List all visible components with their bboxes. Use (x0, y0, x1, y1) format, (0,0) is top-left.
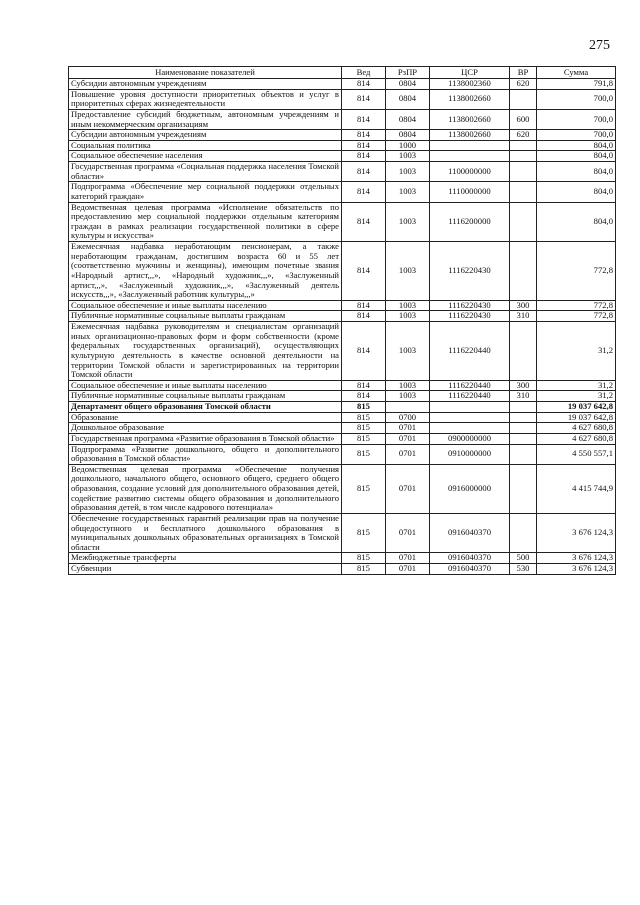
header-name: Наименование показателей (69, 67, 342, 79)
row-vr-cell (510, 140, 537, 151)
row-vr-cell: 300 (510, 380, 537, 391)
table-row (69, 412, 616, 423)
row-ved-cell: 814 (342, 89, 386, 109)
row-csr-cell (430, 412, 510, 423)
table-row (69, 444, 616, 464)
table-row (69, 89, 616, 109)
row-rzpr-cell: 1003 (386, 202, 430, 242)
row-rzpr-cell: 1003 (386, 311, 430, 322)
row-csr-cell: 0916000000 (430, 464, 510, 513)
table-row (69, 391, 616, 402)
row-csr-cell: 1138002660 (430, 89, 510, 109)
row-vr-cell: 600 (510, 109, 537, 129)
row-csr-cell: 1100000000 (430, 162, 510, 182)
row-csr-cell: 1110000000 (430, 182, 510, 202)
row-name-cell: Образование (69, 412, 342, 423)
table-header-row (69, 67, 616, 79)
row-sum-cell: 804,0 (537, 140, 616, 151)
row-ved-cell: 815 (342, 464, 386, 513)
row-sum-cell: 772,8 (537, 311, 616, 322)
table-row (69, 300, 616, 311)
row-ved-cell: 814 (342, 109, 386, 129)
row-csr-cell: 1116220440 (430, 380, 510, 391)
table-row (69, 464, 616, 513)
page-number: 275 (589, 38, 610, 53)
row-vr-cell (510, 423, 537, 434)
table-row (69, 433, 616, 444)
row-rzpr-cell: 0804 (386, 79, 430, 90)
table-row (69, 513, 616, 553)
row-vr-cell (510, 242, 537, 301)
header-vr: ВР (510, 67, 537, 79)
row-csr-cell: 1116220430 (430, 311, 510, 322)
row-csr-cell: 1116220430 (430, 300, 510, 311)
row-ved-cell: 814 (342, 79, 386, 90)
row-ved-cell: 814 (342, 391, 386, 402)
row-csr-cell: 0916040370 (430, 564, 510, 575)
row-name-cell: Межбюджетные трансферты (69, 553, 342, 564)
row-vr-cell: 620 (510, 130, 537, 141)
row-rzpr-cell: 0701 (386, 433, 430, 444)
row-rzpr-cell: 0804 (386, 89, 430, 109)
row-rzpr-cell: 1003 (386, 242, 430, 301)
row-vr-cell (510, 412, 537, 423)
row-csr-cell (430, 423, 510, 434)
row-rzpr-cell: 0701 (386, 564, 430, 575)
row-ved-cell: 815 (342, 402, 386, 413)
row-sum-cell: 4 627 680,8 (537, 433, 616, 444)
row-sum-cell: 700,0 (537, 109, 616, 129)
row-csr-cell (430, 151, 510, 162)
row-name-cell: Публичные нормативные социальные выплаты гражданам (69, 391, 342, 402)
row-name-cell: Департамент общего образования Томской области (69, 402, 342, 413)
row-csr-cell: 1116220440 (430, 391, 510, 402)
row-ved-cell: 815 (342, 553, 386, 564)
row-vr-cell (510, 162, 537, 182)
row-rzpr-cell: 1003 (386, 162, 430, 182)
table-row (69, 242, 616, 301)
row-name-cell: Социальное обеспечение населения (69, 151, 342, 162)
row-name-cell: Публичные нормативные социальные выплаты гражданам (69, 311, 342, 322)
row-rzpr-cell: 0701 (386, 444, 430, 464)
row-vr-cell: 500 (510, 553, 537, 564)
table-row (69, 79, 616, 90)
row-name-cell: Подпрограмма «Развитие дошкольного, общего и дополнительного образования в Томской области» (69, 444, 342, 464)
row-csr-cell: 0916040370 (430, 553, 510, 564)
row-name-cell: Ведомственная целевая программа «Исполнение обязательств по предоставлению мер социальной поддержки отдельным категориям граждан в рамках реализации государственной политики в сфере культуры и искусства» (69, 202, 342, 242)
row-name-cell: Субвенции (69, 564, 342, 575)
row-csr-cell (430, 402, 510, 413)
row-name-cell: Государственная программа «Социальная поддержка населения Томской области» (69, 162, 342, 182)
table-row (69, 162, 616, 182)
row-ved-cell: 815 (342, 513, 386, 553)
row-name-cell: Предоставление субсидий бюджетным, автономным учреждениям и иным некоммерческим организациям (69, 109, 342, 129)
row-csr-cell: 0916040370 (430, 513, 510, 553)
row-sum-cell: 804,0 (537, 162, 616, 182)
row-rzpr-cell: 1003 (386, 182, 430, 202)
row-csr-cell (430, 140, 510, 151)
row-csr-cell: 1138002660 (430, 109, 510, 129)
row-sum-cell: 700,0 (537, 89, 616, 109)
row-rzpr-cell: 0701 (386, 513, 430, 553)
row-ved-cell: 815 (342, 564, 386, 575)
row-ved-cell: 814 (342, 380, 386, 391)
row-rzpr-cell: 1003 (386, 322, 430, 381)
row-rzpr-cell: 1003 (386, 151, 430, 162)
row-ved-cell: 814 (342, 322, 386, 381)
row-ved-cell: 814 (342, 202, 386, 242)
table-row (69, 380, 616, 391)
row-vr-cell: 530 (510, 564, 537, 575)
row-sum-cell: 700,0 (537, 130, 616, 141)
row-csr-cell: 1116200000 (430, 202, 510, 242)
row-vr-cell (510, 402, 537, 413)
row-rzpr-cell: 1003 (386, 391, 430, 402)
table-row (69, 151, 616, 162)
row-sum-cell: 31,2 (537, 380, 616, 391)
row-ved-cell: 814 (342, 130, 386, 141)
table-row (69, 130, 616, 141)
row-sum-cell: 791,8 (537, 79, 616, 90)
header-sum: Сумма (537, 67, 616, 79)
table-row (69, 564, 616, 575)
row-rzpr-cell: 0701 (386, 423, 430, 434)
row-name-cell: Государственная программа «Развитие образования в Томской области» (69, 433, 342, 444)
row-rzpr-cell: 1003 (386, 300, 430, 311)
row-ved-cell: 814 (342, 162, 386, 182)
row-sum-cell: 31,2 (537, 322, 616, 381)
row-sum-cell: 4 415 744,9 (537, 464, 616, 513)
row-name-cell: Субсидии автономным учреждениям (69, 130, 342, 141)
table-row (69, 322, 616, 381)
row-vr-cell (510, 202, 537, 242)
row-sum-cell: 31,2 (537, 391, 616, 402)
row-csr-cell: 1138002660 (430, 130, 510, 141)
row-ved-cell: 814 (342, 140, 386, 151)
row-name-cell: Ежемесячная надбавка неработающим пенсионерам, а также неработающим гражданам, достигшим возраста 60 и 55 лет (соответственно мужчины и женщины), имеющим почетные звания «Народный артист,,,», «Народный художник,,,», «Заслуженный артист,,,», «Заслуженный художник,,,», «Заслуженный деятель искусств,,,», «Заслуженный работник культуры,,,» (69, 242, 342, 301)
row-vr-cell: 620 (510, 79, 537, 90)
row-name-cell: Повышение уровня доступности приоритетных объектов и услуг в приоритетных сферах жизнедеятельности (69, 89, 342, 109)
row-csr-cell: 0910000000 (430, 444, 510, 464)
row-sum-cell: 3 676 124,3 (537, 553, 616, 564)
row-vr-cell (510, 182, 537, 202)
row-rzpr-cell: 1003 (386, 380, 430, 391)
row-rzpr-cell: 0804 (386, 109, 430, 129)
row-name-cell: Дошкольное образование (69, 423, 342, 434)
row-ved-cell: 814 (342, 151, 386, 162)
row-ved-cell: 814 (342, 311, 386, 322)
row-rzpr-cell: 0700 (386, 412, 430, 423)
row-name-cell: Ведомственная целевая программа «Обеспечение получения дошкольного, начального общего, основного общего, среднего общего образования, создание условий для дополнительного образования детей, содействие развитию системы общего образования и дополнительного образования детей, в том числе кадрового потенциала» (69, 464, 342, 513)
row-sum-cell: 804,0 (537, 202, 616, 242)
row-sum-cell: 3 676 124,3 (537, 564, 616, 575)
row-sum-cell: 804,0 (537, 151, 616, 162)
row-csr-cell: 1116220430 (430, 242, 510, 301)
row-rzpr-cell: 0701 (386, 553, 430, 564)
row-vr-cell (510, 322, 537, 381)
table-row (69, 140, 616, 151)
table-row (69, 311, 616, 322)
row-vr-cell (510, 444, 537, 464)
row-vr-cell (510, 433, 537, 444)
table-row (69, 202, 616, 242)
row-name-cell: Социальная политика (69, 140, 342, 151)
row-sum-cell: 19 037 642,8 (537, 402, 616, 413)
row-vr-cell (510, 513, 537, 553)
row-rzpr-cell: 0701 (386, 464, 430, 513)
row-sum-cell: 19 037 642,8 (537, 412, 616, 423)
row-ved-cell: 815 (342, 433, 386, 444)
row-sum-cell: 4 627 680,8 (537, 423, 616, 434)
header-rzpr: РзПР (386, 67, 430, 79)
table-row (69, 423, 616, 434)
row-sum-cell: 772,8 (537, 242, 616, 301)
row-csr-cell: 1138002360 (430, 79, 510, 90)
row-vr-cell: 310 (510, 311, 537, 322)
row-sum-cell: 4 550 557,1 (537, 444, 616, 464)
row-name-cell: Ежемесячная надбавка руководителям и специалистам организаций иных организационно-правовых форм и форм собственности (кроме федеральных государственных организаций), осуществляющих культурную деятельность в качестве основной деятельности на территории Томской области и зарегистрированных на территории Томской области (69, 322, 342, 381)
row-vr-cell (510, 151, 537, 162)
row-ved-cell: 814 (342, 182, 386, 202)
row-name-cell: Социальное обеспечение и иные выплаты населению (69, 300, 342, 311)
row-csr-cell: 0900000000 (430, 433, 510, 444)
budget-table (68, 66, 616, 575)
header-csr: ЦСР (430, 67, 510, 79)
row-name-cell: Социальное обеспечение и иные выплаты населению (69, 380, 342, 391)
row-sum-cell: 772,8 (537, 300, 616, 311)
row-ved-cell: 815 (342, 423, 386, 434)
table-row (69, 402, 616, 413)
row-vr-cell: 310 (510, 391, 537, 402)
row-rzpr-cell: 1000 (386, 140, 430, 151)
row-vr-cell (510, 89, 537, 109)
row-ved-cell: 815 (342, 412, 386, 423)
table-row (69, 553, 616, 564)
row-sum-cell: 3 676 124,3 (537, 513, 616, 553)
row-csr-cell: 1116220440 (430, 322, 510, 381)
row-vr-cell: 300 (510, 300, 537, 311)
row-ved-cell: 814 (342, 242, 386, 301)
row-rzpr-cell: 0804 (386, 130, 430, 141)
row-ved-cell: 815 (342, 444, 386, 464)
row-name-cell: Обеспечение государственных гарантий реализации прав на получение общедоступного и бесплатного дошкольного образования в муниципальных дошкольных образовательных организациях в Томской области (69, 513, 342, 553)
table-row (69, 182, 616, 202)
row-sum-cell: 804,0 (537, 182, 616, 202)
header-ved: Вед (342, 67, 386, 79)
row-vr-cell (510, 464, 537, 513)
row-ved-cell: 814 (342, 300, 386, 311)
row-name-cell: Субсидии автономным учреждениям (69, 79, 342, 90)
table-row (69, 109, 616, 129)
row-name-cell: Подпрограмма «Обеспечение мер социальной поддержки отдельных категорий граждан» (69, 182, 342, 202)
row-rzpr-cell (386, 402, 430, 413)
